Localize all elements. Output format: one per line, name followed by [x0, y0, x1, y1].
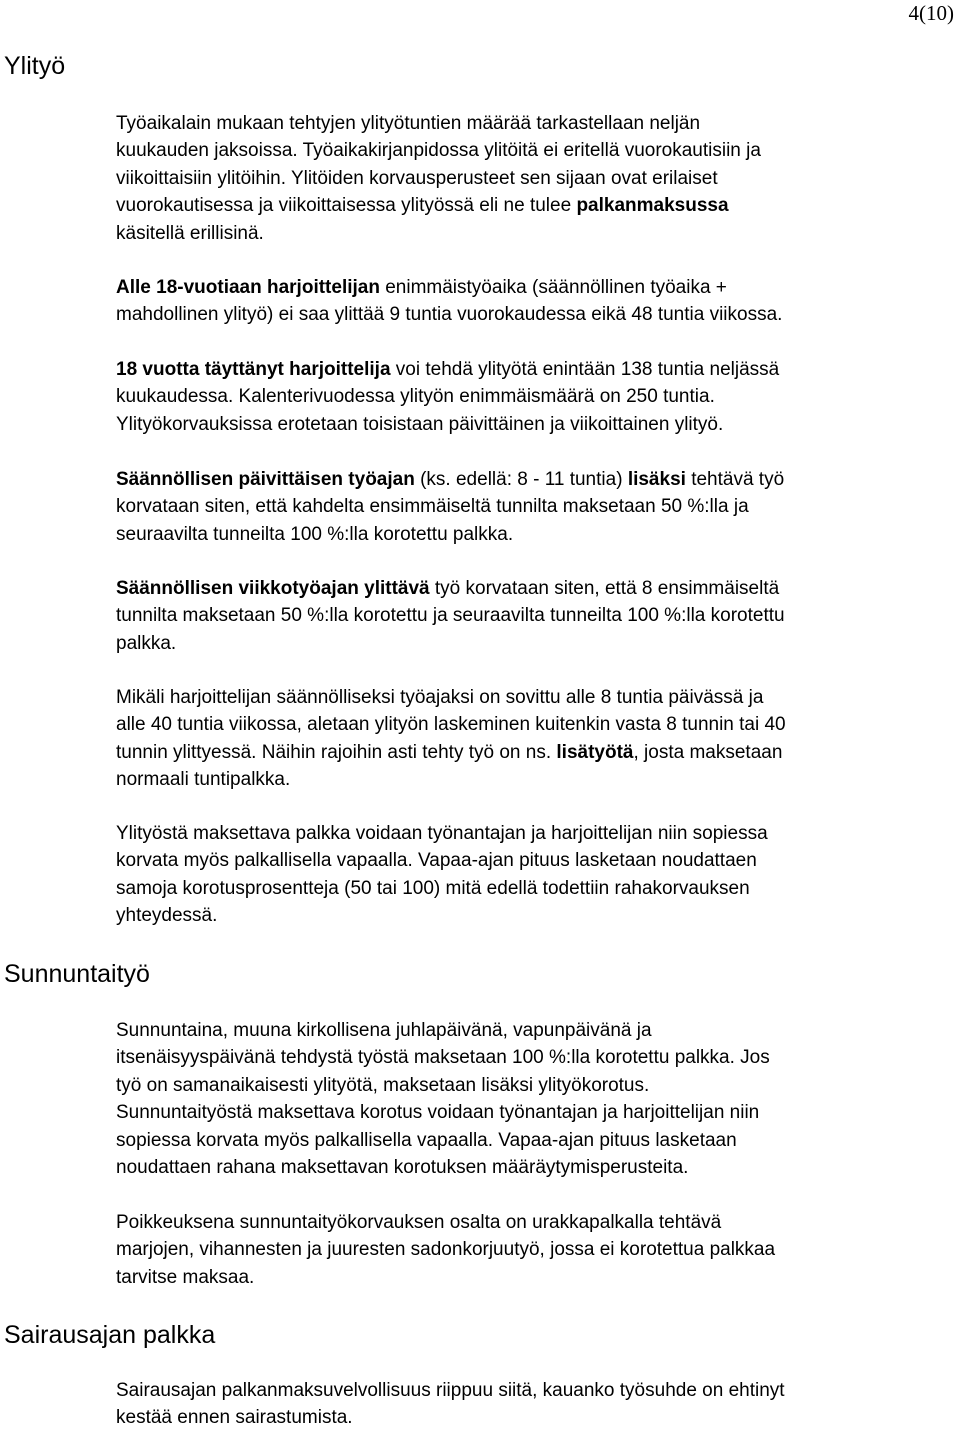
text-line: kuukaudessa. Kalenterivuodessa ylityön enimmäismäärä on 250 tuntia. [116, 386, 715, 408]
text-line: normaali tuntipalkka. [116, 769, 291, 791]
text-line: alle 40 tuntia viikossa, aletaan ylityön laskeminen kuitenkin vasta 8 tunnin tai 40 [116, 714, 786, 736]
heading-sairausajan-palkka: Sairausajan palkka [4, 1321, 216, 1349]
text-run: (ks. edellä: 8 - 11 tuntia) [414, 469, 628, 490]
page-number: 4(10) [908, 1, 954, 25]
text-line: Sunnuntaina, muuna kirkollisena juhlapäivänä, vapunpäivänä ja [116, 1020, 652, 1041]
text-line: seuraavilta tunneilta 100 %:lla korotettu palkka. [116, 523, 514, 545]
text-line: yhteydessä. [116, 905, 218, 927]
text-line: Ylityöstä maksettava palkka voidaan työnantajan ja harjoittelijan niin sopiessa [116, 823, 768, 844]
sairausajan-palkka-paragraph-1 [116, 1377, 956, 1432]
text-line [116, 466, 956, 493]
text-line: viikoittaisiin ylitöihin. Ylitöiden korvausperusteet sen sijaan ovat erilaiset [116, 167, 718, 189]
ylityo-paragraph-3 [116, 356, 956, 438]
sunnuntaityo-paragraph-2 [116, 1209, 956, 1291]
text-line: Sunnuntaityöstä maksettava korotus voidaan työnantajan ja harjoittelijan niin [116, 1102, 760, 1124]
text-line: Ylityökorvauksissa erotetaan toisistaan päivittäinen ja viikoittainen ylityö. [116, 413, 724, 435]
ylityo-paragraph-2 [116, 274, 956, 329]
text-run: enimmäistyöaika (säännöllinen työaika + [379, 277, 727, 298]
text-run: tehtävä työ [685, 469, 785, 490]
ylityo-paragraph-1 [116, 110, 956, 247]
bold-term: Säännöllisen päivittäisen työajan [116, 469, 415, 490]
text-line [116, 192, 956, 219]
text-line: noudattaen rahana maksettavan korotuksen määräytymisperusteita. [116, 1157, 689, 1179]
bold-term: palkanmaksussa [576, 195, 729, 217]
text-run: tunnin ylittyessä. Näihin rajoihin asti tehty työ on ns. [116, 741, 557, 763]
text-run: vuorokautisessa ja viikoittaisessa ylityössä eli ne tulee [116, 195, 577, 217]
ylityo-paragraph-7 [116, 820, 956, 930]
text-line: itsenäisyyspäivänä tehdystä työstä maksetaan 100 %:lla korotettu palkka. Jos [116, 1047, 770, 1069]
text-line: marjojen, vihannesten ja juuresten sadonkorjuutyö, jossa ei korotettua palkkaa [116, 1239, 776, 1261]
bold-term: lisätyötä [556, 741, 634, 763]
text-line: käsitellä erillisinä. [116, 222, 264, 244]
bold-term: Alle 18-vuotiaan harjoittelijan [116, 277, 380, 298]
text-line [116, 356, 956, 383]
bold-term: lisäksi [627, 469, 686, 490]
text-line: kuukauden jaksoissa. Työaikakirjanpidossa ylitöitä ei eritellä vuorokautisiin ja [116, 140, 761, 162]
text-run: , josta maksetaan [633, 741, 783, 763]
ylityo-paragraph-6 [116, 684, 956, 794]
text-line: sopiessa korvata myös palkallisella vapaalla. Vapaa-ajan pituus lasketaan [116, 1129, 737, 1151]
text-line: korvata myös palkallisella vapaalla. Vapaa-ajan pituus lasketaan noudattaen [116, 850, 757, 872]
text-line: kestää ennen sairastumista. [116, 1407, 353, 1429]
text-line: Sairausajan palkanmaksuvelvollisuus riippuu siitä, kauanko työsuhde on ehtinyt [116, 1380, 785, 1401]
text-line [116, 274, 956, 301]
bold-term: 18 vuotta täyttänyt harjoittelija [116, 359, 391, 380]
heading-sunnuntaityo: Sunnuntaityö [4, 960, 150, 988]
text-line: työ on samanaikaisesti ylityötä, maksetaan lisäksi ylityökorotus. [116, 1074, 650, 1096]
heading-ylityo: Ylityö [4, 52, 66, 80]
text-line: samoja korotusprosentteja (50 tai 100) mitä edellä todettiin rahakorvauksen [116, 877, 750, 899]
text-run: voi tehdä ylityötä enintään 138 tuntia neljässä [390, 359, 780, 380]
text-line [116, 575, 956, 602]
text-line: Poikkeuksena sunnuntaityökorvauksen osalta on urakkapalkalla tehtävä [116, 1212, 722, 1233]
ylityo-paragraph-4 [116, 466, 956, 548]
text-line: mahdollinen ylityö) ei saa ylittää 9 tuntia vuorokaudessa eikä 48 tuntia viikossa. [116, 304, 783, 326]
text-line: Työaikalain mukaan tehtyjen ylityötuntien määrää tarkastellaan neljän [116, 113, 701, 134]
text-line: palkka. [116, 632, 177, 654]
text-line: Mikäli harjoittelijan säännölliseksi työajaksi on sovittu alle 8 tuntia päivässä ja [116, 687, 764, 708]
text-line: tunnilta maksetaan 50 %:lla korotettu ja seuraavilta tunneilta 100 %:lla korotettu [116, 605, 785, 627]
bold-term: Säännöllisen viikkotyöajan ylittävä [116, 578, 430, 599]
text-run: työ korvataan siten, että 8 ensimmäiseltä [429, 578, 780, 599]
text-line: korvataan siten, että kahdelta ensimmäiseltä tunnilta maksetaan 50 %:lla ja [116, 496, 749, 518]
text-line [116, 739, 956, 766]
text-line: tarvitse maksaa. [116, 1266, 255, 1288]
ylityo-paragraph-5 [116, 575, 956, 657]
sunnuntaityo-paragraph-1 [116, 1017, 956, 1181]
